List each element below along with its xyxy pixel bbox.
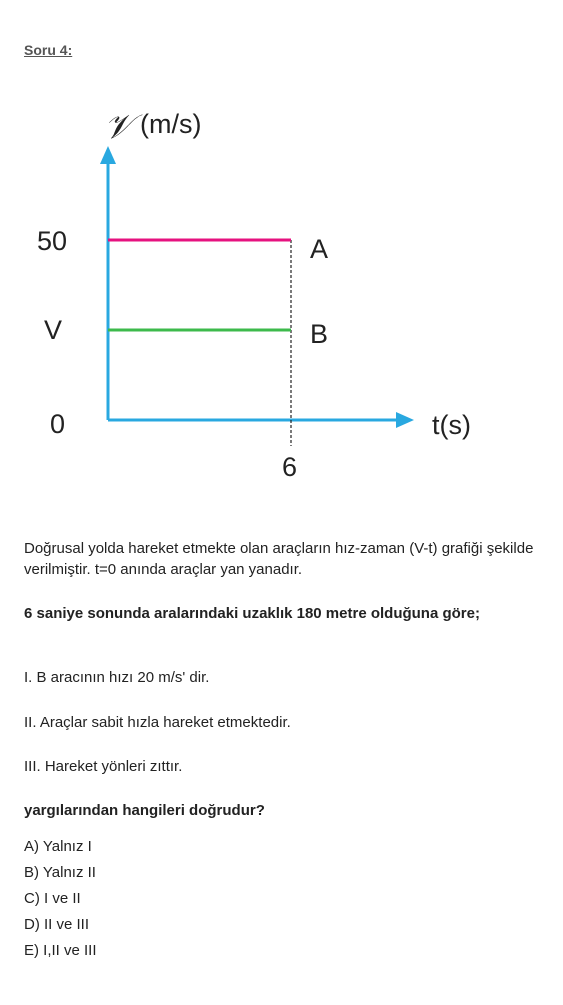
- option-b[interactable]: B) Yalnız II: [24, 864, 96, 881]
- statement-2: II. Araçlar sabit hızla hareket etmektedir.: [24, 714, 291, 731]
- option-c[interactable]: C) I ve II: [24, 890, 81, 907]
- series-label-a: A: [310, 234, 329, 264]
- y-tick-label-v: V: [44, 315, 63, 345]
- y-tick-label-50: 50: [37, 226, 68, 256]
- question-intro: Doğrusal yolda hareket etmekte olan araçların hız-zaman (V-t) grafiği şekilde verilmiştir. t=0 anında araçlar yan yanadır.: [24, 540, 534, 578]
- velocity-time-graph: [0, 80, 563, 500]
- question-condition: 6 saniye sonunda aralarındaki uzaklık 180 metre olduğuna göre;: [24, 605, 480, 622]
- answer-options: [24, 834, 97, 964]
- x-axis-label: t(s): [432, 410, 471, 440]
- question-ask: yargılarından hangileri doğrudur?: [24, 802, 265, 819]
- statement-3: III. Hareket yönleri zıttır.: [24, 758, 183, 775]
- option-d[interactable]: D) II ve III: [24, 916, 90, 933]
- statement-1: I. B aracının hızı 20 m/s' dir.: [24, 669, 210, 686]
- question-label: Soru 4:: [24, 42, 73, 58]
- option-a[interactable]: A) Yalnız I: [24, 838, 92, 855]
- y-tick-label-0: 0: [50, 409, 66, 439]
- x-axis-arrow: [396, 412, 414, 428]
- y-axis-symbol: 𝒱: [104, 107, 133, 147]
- series-label-b: B: [310, 319, 329, 349]
- y-axis-unit: (m/s): [140, 109, 202, 139]
- y-axis-arrow: [100, 146, 116, 164]
- x-tick-label-6: 6: [282, 452, 298, 482]
- option-e[interactable]: E) I,II ve III: [24, 942, 97, 959]
